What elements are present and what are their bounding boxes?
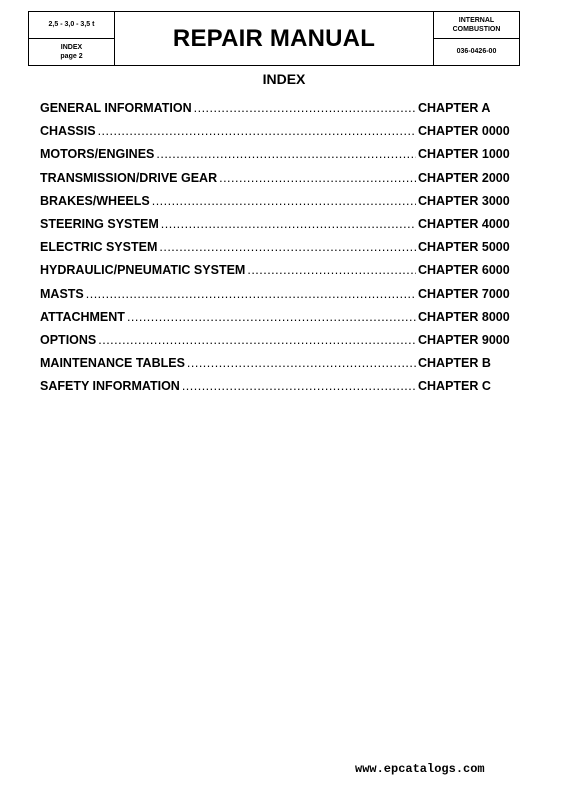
toc-entry-title: HYDRAULIC/PNEUMATIC SYSTEM xyxy=(40,263,246,278)
toc-entry[interactable] xyxy=(40,263,514,286)
table-of-contents xyxy=(40,101,514,402)
dot-leader xyxy=(219,171,416,185)
toc-entry[interactable] xyxy=(40,310,514,333)
dot-leader xyxy=(161,217,416,231)
toc-entry-chapter: CHAPTER 3000 xyxy=(418,193,510,208)
toc-entry-chapter: CHAPTER 8000 xyxy=(418,309,510,324)
toc-entry-title: BRAKES/WHEELS xyxy=(40,193,150,208)
toc-entry-chapter: CHAPTER C xyxy=(418,379,491,394)
dot-leader xyxy=(152,194,416,208)
toc-entry-chapter: CHAPTER 6000 xyxy=(418,263,510,278)
dot-leader xyxy=(156,147,416,161)
toc-entry-title: TRANSMISSION/DRIVE GEAR xyxy=(40,170,218,185)
toc-entry-chapter: CHAPTER 4000 xyxy=(418,216,510,231)
engine-type-line1: INTERNAL xyxy=(458,16,495,24)
toc-entry-title: MOTORS/ENGINES xyxy=(40,147,155,162)
engine-type-line2: COMBUSTION xyxy=(452,25,501,33)
dot-leader xyxy=(247,263,416,277)
page-label: page 2 xyxy=(60,52,83,60)
toc-entry-title: OPTIONS xyxy=(40,332,97,347)
dot-leader xyxy=(86,287,416,301)
dot-leader xyxy=(187,356,416,370)
footer-url[interactable]: www.epcatalogs.com xyxy=(355,762,485,776)
dot-leader xyxy=(159,240,416,254)
toc-entry-title: MAINTENANCE TABLES xyxy=(40,356,185,371)
toc-entry-chapter: CHAPTER 9000 xyxy=(418,332,510,347)
toc-entry-title: ELECTRIC SYSTEM xyxy=(40,240,158,255)
toc-entry[interactable] xyxy=(40,101,514,124)
toc-entry-chapter: CHAPTER 7000 xyxy=(418,286,510,301)
toc-entry-chapter: CHAPTER 1000 xyxy=(418,147,510,162)
document-number: 036-0426-00 xyxy=(433,39,519,66)
toc-entry[interactable] xyxy=(40,194,514,217)
toc-entry[interactable] xyxy=(40,124,514,147)
toc-entry[interactable] xyxy=(40,171,514,194)
toc-entry-chapter: CHAPTER 0000 xyxy=(418,124,510,139)
toc-entry[interactable] xyxy=(40,356,514,379)
toc-entry-chapter: CHAPTER A xyxy=(418,101,491,115)
toc-entry[interactable] xyxy=(40,287,514,310)
toc-entry[interactable] xyxy=(40,147,514,170)
index-heading: INDEX xyxy=(262,71,306,87)
toc-entry-title: CHASSIS xyxy=(40,124,96,139)
toc-entry-chapter: CHAPTER 5000 xyxy=(418,240,510,255)
dot-leader xyxy=(98,124,416,138)
toc-entry[interactable] xyxy=(40,217,514,240)
toc-entry[interactable] xyxy=(40,333,514,356)
toc-entry-chapter: CHAPTER B xyxy=(418,356,491,371)
section-label xyxy=(29,39,115,66)
header-table xyxy=(28,11,520,66)
toc-entry-title: GENERAL INFORMATION xyxy=(40,101,192,115)
toc-entry-title: ATTACHMENT xyxy=(40,309,125,324)
toc-entry[interactable] xyxy=(40,240,514,263)
dot-leader xyxy=(182,379,416,393)
toc-entry-title: MASTS xyxy=(40,286,84,301)
toc-entry[interactable] xyxy=(40,379,514,402)
section-name: INDEX xyxy=(60,43,83,51)
engine-type xyxy=(433,12,519,39)
toc-entry-chapter: CHAPTER 2000 xyxy=(418,170,510,185)
toc-entry-title: STEERING SYSTEM xyxy=(40,216,159,231)
model-range: 2,5 - 3,0 - 3,5 t xyxy=(29,12,115,39)
toc-entry-title: SAFETY INFORMATION xyxy=(40,379,180,394)
dot-leader xyxy=(194,101,416,115)
dot-leader xyxy=(127,310,416,324)
dot-leader xyxy=(98,333,416,347)
manual-title: REPAIR MANUAL xyxy=(172,24,376,52)
